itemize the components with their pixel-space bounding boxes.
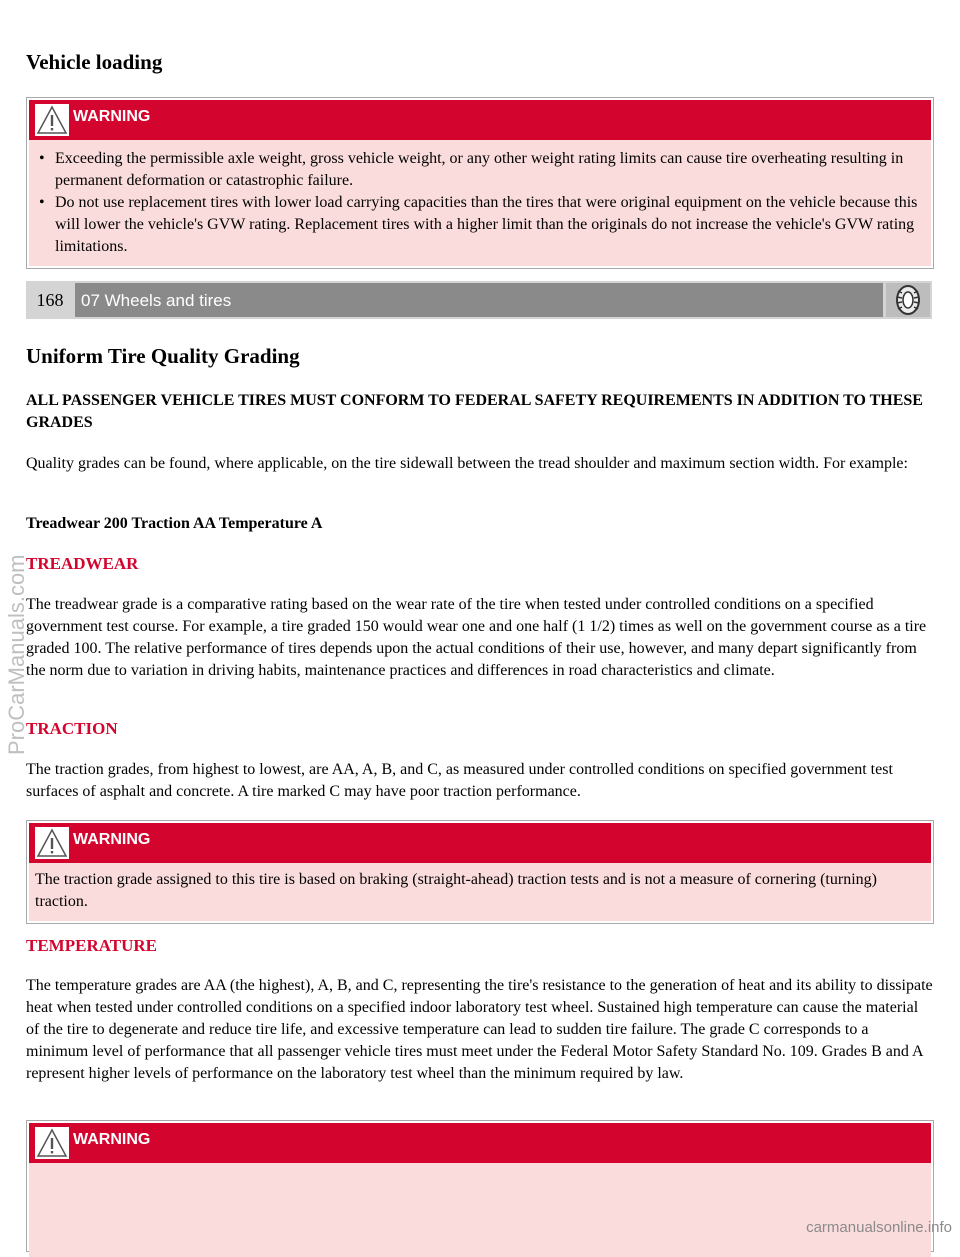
warning-header bbox=[29, 100, 931, 140]
section-heading: Uniform Tire Quality Grading bbox=[26, 344, 300, 368]
treadwear-heading: TREADWEAR bbox=[26, 554, 139, 573]
warning-bullet: • Exceeding the permissible axle weight, gross vehicle weight, or any other weight rating limits can cause tire overheating resulting in permanent deformation or catastrophic failure. bbox=[39, 150, 904, 189]
warning-label: WARNING bbox=[73, 108, 151, 125]
warning-box-3 bbox=[26, 1120, 934, 1252]
warning-body bbox=[29, 140, 931, 266]
warning-box-2 bbox=[26, 820, 934, 924]
warning-triangle-icon bbox=[35, 827, 69, 859]
watermark bbox=[2, 500, 32, 760]
page-number: 168 bbox=[28, 283, 72, 317]
intro-text: Quality grades can be found, where applicable, on the tire sidewall between the tread shoulder and maximum section width. For example: bbox=[26, 455, 908, 472]
treadwear-text: The treadwear grade is a comparative rating based on the wear rate of the tire when tested under controlled conditions on a specified government test course. For example, a tire graded 150 would wear one and one half (1 1/2) times as well on the government course as a tire graded 100. The relative performance of tires depends upon the actual conditions of their use, however, and many depart significantly from the norm due to variation in driving habits, maintenance practices and differences in road characteristics and climate. bbox=[26, 596, 927, 679]
svg-text:ProCarManuals.com: ProCarManuals.com bbox=[4, 554, 29, 755]
warning-label: WARNING bbox=[73, 1131, 151, 1148]
traction-heading: TRACTION bbox=[26, 719, 118, 738]
warning-header bbox=[29, 1123, 931, 1163]
footer-watermark: carmanualsonline.info bbox=[806, 1219, 952, 1236]
warning-header bbox=[29, 823, 931, 863]
example-text: Treadwear 200 Traction AA Temperature A bbox=[26, 515, 323, 532]
temperature-text: The temperature grades are AA (the highest), A, B, and C, representing the tire's resistance to the generation of heat and its ability to dissipate heat when tested under controlled conditions on a specified indoor laboratory test wheel. Sustained high temperature can cause the material of the tire to degenerate and reduce tire life, and excessive temperature can lead to sudden tire failure. The grade C corresponds to a minimum level of performance that all passenger vehicle tires must meet under the Federal Motor Safety Standard No. 109. Grades B and A represent higher levels of performance on the laboratory test wheel than the minimum required by law. bbox=[26, 977, 933, 1082]
warning-body: The traction grade assigned to this tire is based on braking (straight-ahead) traction tests and is not a measure of cornering (turning) traction. bbox=[29, 863, 931, 921]
warning-label: WARNING bbox=[73, 831, 151, 848]
tire-icon bbox=[886, 283, 930, 317]
temperature-heading: TEMPERATURE bbox=[26, 936, 157, 955]
warning-box-1 bbox=[26, 97, 934, 269]
warning-triangle-icon bbox=[35, 104, 69, 136]
section-title: 07 Wheels and tires bbox=[75, 283, 883, 317]
page-title: Vehicle loading bbox=[26, 50, 163, 74]
warning-body bbox=[29, 1163, 931, 1257]
subheading: ALL PASSENGER VEHICLE TIRES MUST CONFORM TO FEDERAL SAFETY REQUIREMENTS IN ADDITION TO THESE GRADES bbox=[26, 392, 923, 431]
warning-bullet: • Do not use replacement tires with lower load carrying capacities than the tires that were original equipment on the vehicle because this will lower the vehicle's GVW rating. Replacement tires with a higher limit than the originals do not increase the vehicle's GVW rating limitations. bbox=[39, 194, 918, 255]
section-header-bar bbox=[26, 281, 932, 319]
warning-triangle-icon bbox=[35, 1127, 69, 1159]
traction-text: The traction grades, from highest to lowest, are AA, A, B, and C, as measured under controlled conditions on specified government test surfaces of asphalt and concrete. A tire marked C may have poor traction performance. bbox=[26, 761, 893, 800]
